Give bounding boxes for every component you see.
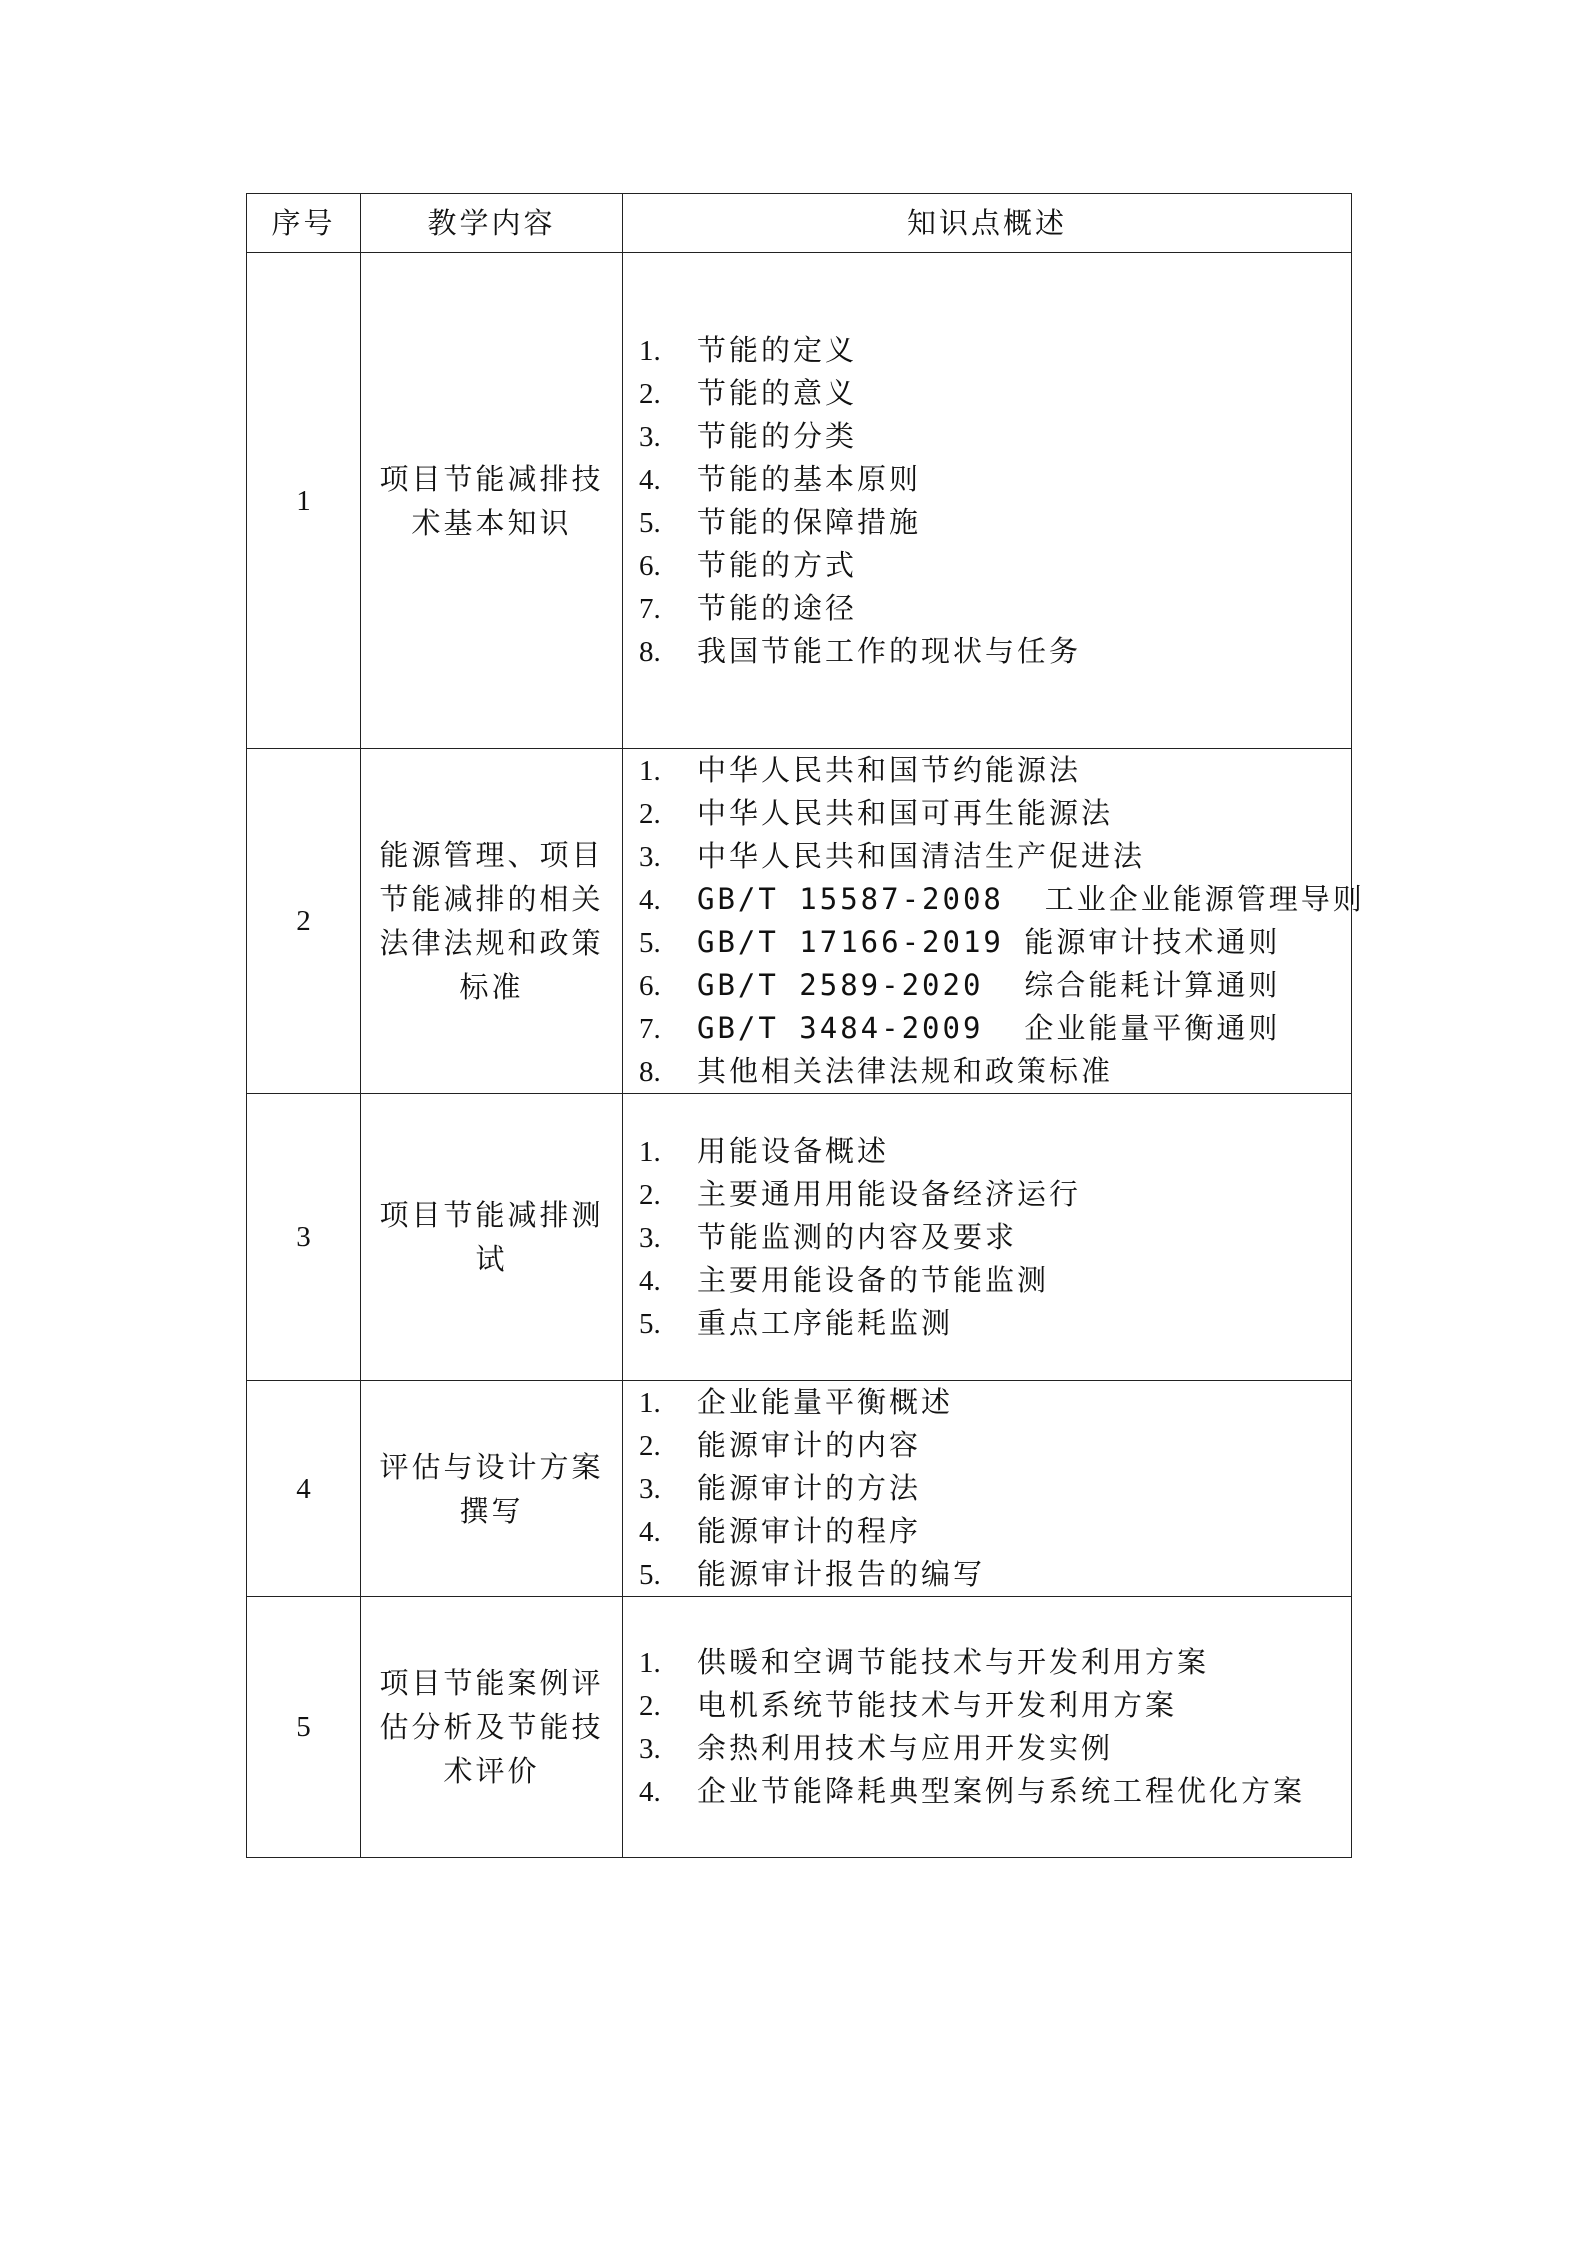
item-number: 2. [639, 798, 661, 830]
knowledge-points [623, 749, 1365, 1094]
item-text: 重点工序能耗监测 [697, 1305, 954, 1340]
teaching-content: 项目节能案例评估分析及节能技术评价 [361, 1597, 623, 1858]
row-number: 3 [247, 1094, 361, 1381]
knowledge-point-item [639, 1173, 1351, 1216]
knowledge-point-item [639, 1684, 1351, 1727]
knowledge-point-item [639, 964, 1351, 1007]
item-number: 4. [639, 884, 661, 916]
knowledge-point-item [639, 1727, 1351, 1770]
item-text: GB/T 15587-2008 工业企业能源管理导则 [697, 882, 1365, 916]
item-number: 1. [639, 755, 661, 787]
knowledge-point-item [639, 587, 1351, 630]
item-text: 企业节能降耗典型案例与系统工程优化方案 [697, 1774, 1306, 1808]
item-number: 3. [639, 1221, 661, 1254]
item-number: 8. [639, 1056, 661, 1088]
table-row [247, 749, 1352, 1094]
knowledge-point-item [639, 544, 1351, 587]
item-number: 6. [639, 549, 661, 582]
item-number: 4. [639, 463, 661, 496]
item-number: 7. [639, 592, 661, 625]
item-text: 能源审计的方法 [697, 1471, 922, 1505]
knowledge-points [623, 1381, 1352, 1597]
knowledge-points [623, 1597, 1352, 1858]
syllabus-table [246, 193, 1365, 1858]
item-number: 1. [639, 334, 661, 367]
item-text: 节能监测的内容及要求 [697, 1219, 1018, 1254]
knowledge-point-item [639, 1302, 1351, 1345]
knowledge-point-item [639, 372, 1351, 415]
item-number: 7. [639, 1013, 661, 1045]
item-number: 3. [639, 1473, 661, 1505]
knowledge-point-item [639, 1007, 1351, 1050]
knowledge-point-item [639, 792, 1351, 835]
knowledge-point-item [639, 1770, 1351, 1813]
knowledge-point-item [639, 1050, 1351, 1093]
item-text: 余热利用技术与应用开发实例 [697, 1731, 1114, 1765]
teaching-content: 项目节能减排技术基本知识 [361, 253, 623, 749]
knowledge-point-item [639, 1553, 1351, 1596]
item-number: 2. [639, 1178, 661, 1211]
knowledge-points [623, 253, 1352, 749]
item-text: 企业能量平衡概述 [697, 1385, 954, 1419]
knowledge-point-item [639, 1510, 1351, 1553]
item-text: 我国节能工作的现状与任务 [697, 633, 1082, 668]
header-points: 知识点概述 [623, 194, 1352, 253]
item-text: 中华人民共和国清洁生产促进法 [697, 839, 1146, 873]
row-number: 4 [247, 1381, 361, 1597]
teaching-content: 项目节能减排测试 [361, 1094, 623, 1381]
item-text: 节能的基本原则 [697, 461, 922, 496]
knowledge-point-item [639, 749, 1351, 792]
knowledge-point-item [639, 1381, 1351, 1424]
item-number: 5. [639, 927, 661, 959]
knowledge-point-item [639, 329, 1351, 372]
row-number: 5 [247, 1597, 361, 1858]
knowledge-point-item [639, 630, 1351, 673]
table-row [247, 253, 1352, 749]
knowledge-point-item [639, 1424, 1351, 1467]
item-text: 用能设备概述 [697, 1133, 890, 1168]
teaching-content: 评估与设计方案撰写 [361, 1381, 623, 1597]
item-text: 节能的分类 [697, 418, 858, 453]
item-text: 能源审计报告的编写 [697, 1557, 986, 1591]
item-text: GB/T 2589-2020 综合能耗计算通则 [697, 968, 1281, 1002]
item-number: 1. [639, 1647, 661, 1679]
item-number: 3. [639, 841, 661, 873]
item-text: GB/T 3484-2009 企业能量平衡通则 [697, 1011, 1281, 1045]
knowledge-point-item [639, 501, 1351, 544]
item-number: 5. [639, 1559, 661, 1591]
knowledge-point-item [639, 835, 1351, 878]
item-number: 1. [639, 1387, 661, 1419]
item-number: 8. [639, 635, 661, 668]
knowledge-point-item [639, 415, 1351, 458]
teaching-content: 能源管理、项目节能减排的相关法律法规和政策标准 [361, 749, 623, 1094]
knowledge-point-item [639, 1216, 1351, 1259]
item-text: 节能的定义 [697, 332, 858, 367]
item-text: 节能的保障措施 [697, 504, 922, 539]
knowledge-point-item [639, 458, 1351, 501]
item-number: 3. [639, 420, 661, 453]
row-number: 1 [247, 253, 361, 749]
header-content: 教学内容 [361, 194, 623, 253]
table-body [247, 253, 1365, 1858]
table-row [247, 1094, 1352, 1381]
knowledge-point-item [639, 1641, 1351, 1684]
item-number: 1. [639, 1135, 661, 1168]
knowledge-point-item [639, 921, 1351, 964]
item-number: 5. [639, 1307, 661, 1340]
item-number: 4. [639, 1516, 661, 1548]
knowledge-point-item [639, 878, 1365, 921]
table-row [247, 1381, 1352, 1597]
item-text: 主要用能设备的节能监测 [697, 1262, 1050, 1297]
item-number: 2. [639, 377, 661, 410]
item-text: 供暖和空调节能技术与开发利用方案 [697, 1645, 1210, 1679]
item-text: 节能的意义 [697, 375, 858, 410]
knowledge-points [623, 1094, 1352, 1381]
item-text: 能源审计的程序 [697, 1514, 922, 1548]
knowledge-point-item [639, 1467, 1351, 1510]
item-number: 4. [639, 1776, 661, 1808]
item-number: 2. [639, 1690, 661, 1722]
item-text: GB/T 17166-2019 能源审计技术通则 [697, 925, 1281, 959]
item-number: 4. [639, 1264, 661, 1297]
header-row [247, 194, 1352, 253]
table-row [247, 1597, 1352, 1858]
item-text: 主要通用用能设备经济运行 [697, 1176, 1082, 1211]
item-text: 电机系统节能技术与开发利用方案 [697, 1688, 1178, 1722]
item-text: 中华人民共和国可再生能源法 [697, 796, 1114, 830]
row-number: 2 [247, 749, 361, 1094]
knowledge-point-item [639, 1259, 1351, 1302]
item-text: 中华人民共和国节约能源法 [697, 753, 1082, 787]
item-number: 2. [639, 1430, 661, 1462]
item-text: 节能的途径 [697, 590, 858, 625]
item-text: 节能的方式 [697, 547, 858, 582]
knowledge-point-item [639, 1130, 1351, 1173]
item-number: 6. [639, 970, 661, 1002]
item-text: 其他相关法律法规和政策标准 [697, 1054, 1114, 1088]
item-number: 5. [639, 506, 661, 539]
item-number: 3. [639, 1733, 661, 1765]
header-no: 序号 [247, 194, 361, 253]
item-text: 能源审计的内容 [697, 1428, 922, 1462]
